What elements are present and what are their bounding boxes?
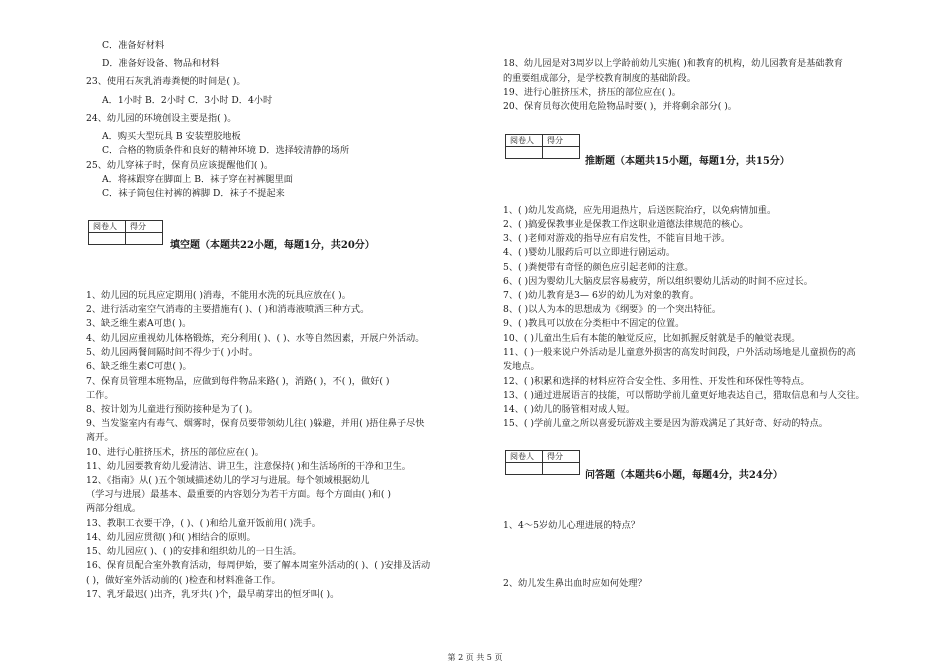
question-line: 13、教职工衣要干净，( )、( )和给儿童开饭前用( )洗手。 [86,518,321,529]
reviewer-label: 阅卷人 [506,135,543,147]
judge-line: 13、( )通过进展语言的技能，可以帮助学前儿童更好地表达自己，猎取信息和与人交往。 [503,390,865,401]
question-line: 7、保育员管理本班物品，应做到每件物品来路( )，消路( )，不( )，做好( ) [86,376,390,387]
reviewer-cell [506,463,543,475]
question-line: 4、幼儿园应重视幼儿体格锻炼，充分利用( )、( )、水等自然因素，开展户外活动。 [86,333,425,344]
question-line: 两部分组成。 [86,503,142,514]
option-line: C．合格的物质条件和良好的精神环境 D．选择较清静的场所 [102,145,350,156]
question-line: 的重要组成部分，是学校教育制度的基础阶段。 [503,73,696,84]
question-line: （学习与进展）最基本、最重要的内容划分为若干方面。每个方面由( )和( ) [86,489,391,500]
option-line: C．袜子筒包住衬裤的裤脚 D．袜子不提起来 [102,188,285,199]
question-line: 5、幼儿园两餐间隔时间不得少于( )小时。 [86,347,259,358]
option-line: A．1小时 B．2小时 C．3小时 D．4小时 [102,95,273,106]
question-line: 8、按计划为儿童进行预防接种是为了( )。 [86,404,259,415]
question-line: 20、保育员每次使用危险物品时要( )，并将剩余部分( )。 [503,101,737,112]
question-line: 19、进行心脏挤压术，挤压的部位应在( )。 [503,87,681,98]
score-label: 得分 [543,135,580,147]
question-line: 18、幼儿园是对3周岁以上学龄前幼儿实施( )和教育的机构，幼儿园教育是基础教育 [503,58,843,69]
question-line: 离开。 [86,432,114,443]
qa-line: 1、4～5岁幼儿心理进展的特点？ [503,520,640,531]
judge-line: 发地点。 [503,361,540,372]
judge-line: 14、( )幼儿的肠管相对成人短。 [503,404,636,415]
score-box [88,220,163,245]
score-box [505,450,580,475]
question-line: 6、缺乏维生素C可患( )。 [86,361,192,372]
judge-line: 15、( )学前儿童之所以喜爱玩游戏主要是因为游戏满足了其好奇、好动的特点。 [503,418,828,429]
question-line: 17、乳牙最迟( )出齐，乳牙共( )个，最早萌芽出的恒牙叫( )。 [86,589,340,600]
option-line: A．将袜跟穿在脚面上 B．袜子穿在衬裤腿里面 [102,174,293,185]
judge-line: 4、( )婴幼儿服药后可以立即进行剧运动。 [503,247,676,258]
question-line: 工作。 [86,390,114,401]
reviewer-label: 阅卷人 [89,221,126,233]
judge-line: 5、( )粪便带有奇怪的颜色应引起老师的注意。 [503,262,694,273]
question-line: 1、幼儿园的玩具应定期用( )消毒，不能用水洗的玩具应放在( )。 [86,290,351,301]
question-line: ( )，做好室外活动前的( )检查和材料准备工作。 [86,575,281,586]
option-line: A．购买大型玩具 B 安装塑胶地板 [102,131,241,142]
score-cell [543,463,580,475]
reviewer-label: 阅卷人 [506,451,543,463]
judge-line: 10、( )儿童出生后有本能的触觉反应，比如抓握反射就是手的触觉表现。 [503,333,801,344]
judge-line: 1、( )幼儿发高烧，应先用退热片，后送医院治疗，以免病情加重。 [503,205,777,216]
question-line: 9、当发鉴室内有毒气、烟雾时，保育员要带领幼儿往( )躲避，并用( )捂住鼻子尽快 [86,418,425,429]
reviewer-cell [506,147,543,159]
score-cell [126,233,163,245]
question-line: 24、幼儿园的环境创设主要是指( )。 [86,113,237,124]
qa-line: 2、幼儿发生鼻出血时应如何处理？ [503,578,647,589]
judge-line: 6、( )因为婴幼儿大脑皮层容易疲劳，所以组织婴幼儿活动的时间不应过长。 [503,276,813,287]
score-label: 得分 [543,451,580,463]
question-line: 25、幼儿穿袜子时，保育员应该提醒他们( )。 [86,160,274,171]
question-line: 16、保育员配合室外教育活动，每周伊始，要了解本周室外活动的( )、( )安排及活动 [86,560,431,571]
judge-line: 11、( )一般来说户外活动是儿童意外损害的高发时间段，户外活动场地是儿童损伤的高 [503,347,856,358]
score-cell [543,147,580,159]
question-line: 3、缺乏维生素A可患( )。 [86,318,192,329]
question-line: 12、《指南》从( )五个领域描述幼儿的学习与进展。每个领域根据幼儿 [86,475,370,486]
judge-line: 9、( )教具可以放在分类柜中不固定的位置。 [503,318,685,329]
judge-line: 8、( )以人为本的思想成为《纲要》的一个突出特征。 [503,304,722,315]
section-title-judge: 推断题（本题共15小题，每题1分，共15分） [585,156,790,167]
option-line: D．准备好设备、物品和材料 [102,58,220,69]
question-line: 10、进行心脏挤压术，挤压的部位应在( )。 [86,447,264,458]
judge-line: 12、( )积累和选择的材料应符合安全性、多用性、开发性和环保性等特点。 [503,376,810,387]
page-footer: 第 2 页 共 5 页 [447,653,503,662]
question-line: 2、进行活动室空气消毒的主要措施有( )、( )和消毒液喷洒三种方式。 [86,304,370,315]
question-line: 11、幼儿园要教育幼儿爱清洁、讲卫生，注意保持( )和生活场所的干净和卫生。 [86,461,411,472]
judge-line: 7、( )幼儿教育是3— 6岁的幼儿为对象的教育。 [503,290,699,301]
judge-line: 3、( )老师对游戏的指导应有启发性，不能盲目地干涉。 [503,233,731,244]
question-line: 23、使用石灰乳消毒粪便的时间是( )。 [86,76,246,87]
option-line: C．准备好材料 [102,40,165,51]
reviewer-cell [89,233,126,245]
section-title-fill-in: 填空题（本题共22小题，每题1分，共20分） [170,240,375,251]
judge-line: 2、( )搞爱保教事业是保教工作这职业道德法律规范的核心。 [503,219,749,230]
score-label: 得分 [126,221,163,233]
score-box [505,134,580,159]
question-line: 15、幼儿园应( )、( )的安排和组织幼儿的一日生活。 [86,546,302,557]
question-line: 14、幼儿园应贯彻( )和( )相结合的原则。 [86,532,256,543]
section-title-qa: 问答题（本题共6小题，每题4分，共24分） [585,470,783,481]
